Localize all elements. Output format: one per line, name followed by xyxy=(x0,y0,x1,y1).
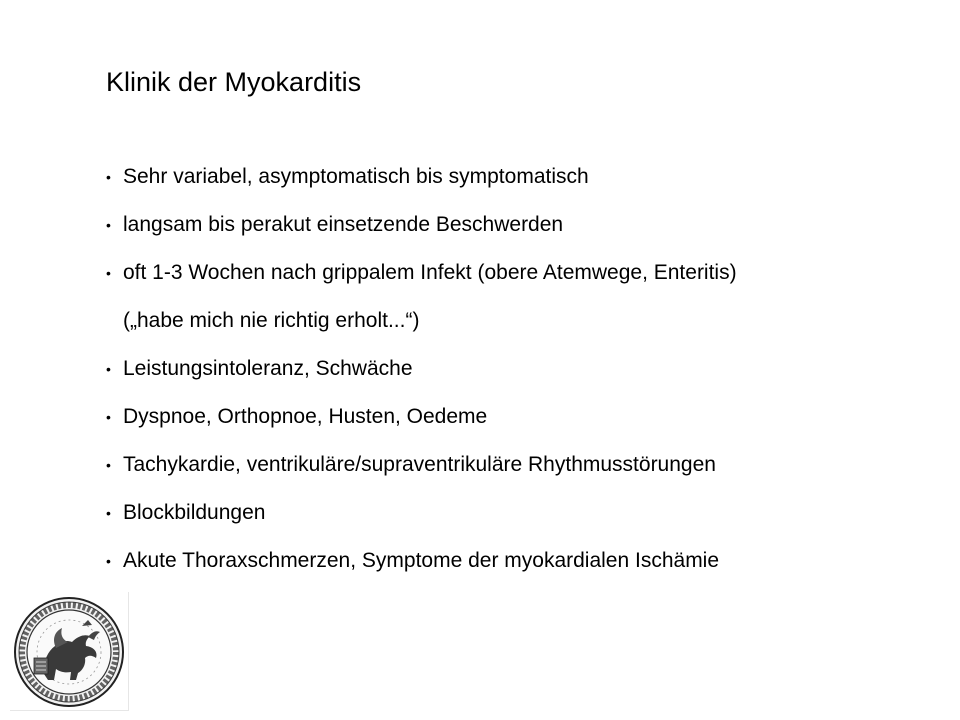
list-item xyxy=(106,537,737,585)
list-item xyxy=(106,249,737,297)
bullet-icon: • xyxy=(106,505,111,521)
bullet-list xyxy=(106,153,737,585)
slide-title: Klinik der Myokarditis xyxy=(106,67,362,97)
list-item-continuation xyxy=(106,297,737,345)
list-item-text: Sehr variabel, asymptomatisch bis symptomatisch xyxy=(123,165,589,188)
bullet-icon: • xyxy=(106,169,111,185)
list-item-text: („habe mich nie richtig erholt...“) xyxy=(123,309,420,332)
bullet-icon: • xyxy=(106,409,111,425)
list-item-text: Blockbildungen xyxy=(123,501,266,524)
list-item-text: Akute Thoraxschmerzen, Symptome der myokardialen Ischämie xyxy=(123,549,720,572)
list-item-text: Tachykardie, ventrikuläre/supraventrikuläre Rhythmusstörungen xyxy=(123,453,716,476)
bullet-icon: • xyxy=(106,457,111,473)
list-item xyxy=(106,441,737,489)
bullet-icon: • xyxy=(106,217,111,233)
list-item-text: langsam bis perakut einsetzende Beschwerden xyxy=(123,213,564,236)
bullet-icon: • xyxy=(106,265,111,281)
bullet-icon: • xyxy=(106,553,111,569)
list-item xyxy=(106,201,737,249)
list-item xyxy=(106,153,737,201)
bullet-icon: • xyxy=(106,361,111,377)
list-item xyxy=(106,489,737,537)
list-item-text: Leistungsintoleranz, Schwäche xyxy=(123,357,413,380)
list-item xyxy=(106,393,737,441)
list-item-text: Dyspnoe, Orthopnoe, Husten, Oedeme xyxy=(123,405,488,428)
list-item xyxy=(106,345,737,393)
list-item-text: oft 1-3 Wochen nach grippalem Infekt (obere Atemwege, Enteritis) xyxy=(123,261,737,284)
university-seal-icon xyxy=(10,592,129,711)
